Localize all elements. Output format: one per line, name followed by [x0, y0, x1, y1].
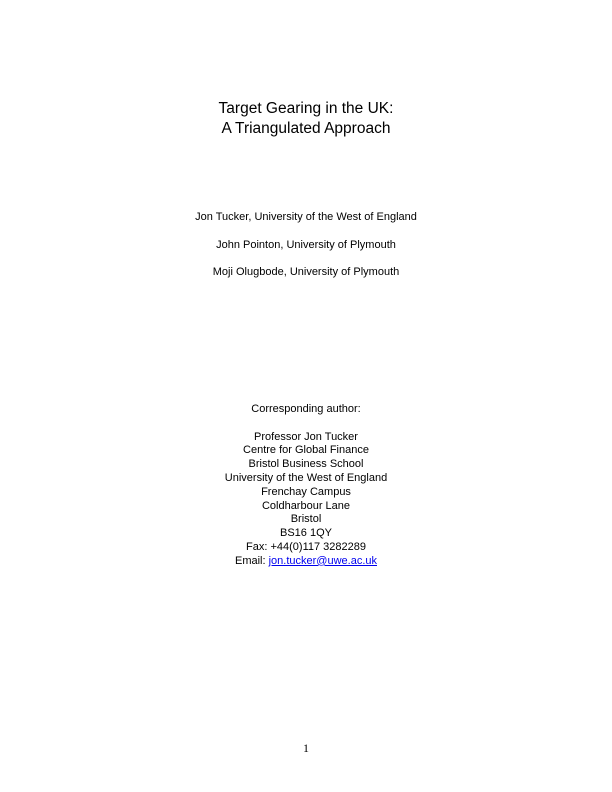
paper-title-line-2: A Triangulated Approach: [221, 120, 391, 137]
corresponding-university: University of the West of England: [224, 471, 388, 484]
author-name: John Pointon: [216, 239, 281, 251]
corresponding-centre: Centre for Global Finance: [243, 444, 369, 457]
author-name: Jon Tucker: [195, 211, 249, 223]
corresponding-city: Bristol: [290, 513, 322, 526]
author-name: Moji Olugbode: [212, 266, 284, 278]
corresponding-author-heading: Corresponding author:: [251, 403, 361, 415]
author-entry: John Pointon, University of Plymouth: [216, 239, 396, 251]
corresponding-campus: Frenchay Campus: [261, 485, 351, 498]
email-link[interactable]: jon.tucker@uwe.ac.uk: [268, 554, 377, 567]
corresponding-postcode: BS16 1QY: [280, 527, 332, 540]
corresponding-school: Bristol Business School: [248, 458, 364, 471]
author-affiliation: University of Plymouth: [286, 239, 396, 251]
corresponding-author-block: [0, 403, 612, 569]
corresponding-fax: Fax: +44(0)117 3282289: [246, 540, 366, 553]
author-affiliation: University of Plymouth: [289, 266, 400, 278]
author-entry: Jon Tucker, University of the West of England: [195, 211, 417, 223]
page-number: 1: [303, 741, 309, 755]
corresponding-street: Coldharbour Lane: [261, 499, 351, 512]
corresponding-name: Professor Jon Tucker: [254, 430, 358, 443]
email-label: Email:: [234, 554, 266, 567]
author-affiliation: University of the West of England: [254, 211, 417, 223]
corresponding-email-line: [0, 555, 612, 569]
author-entry: Moji Olugbode, University of Plymouth: [212, 266, 400, 278]
spacer: [0, 417, 612, 431]
paper-title-line-1: Target Gearing in the UK:: [218, 100, 394, 117]
